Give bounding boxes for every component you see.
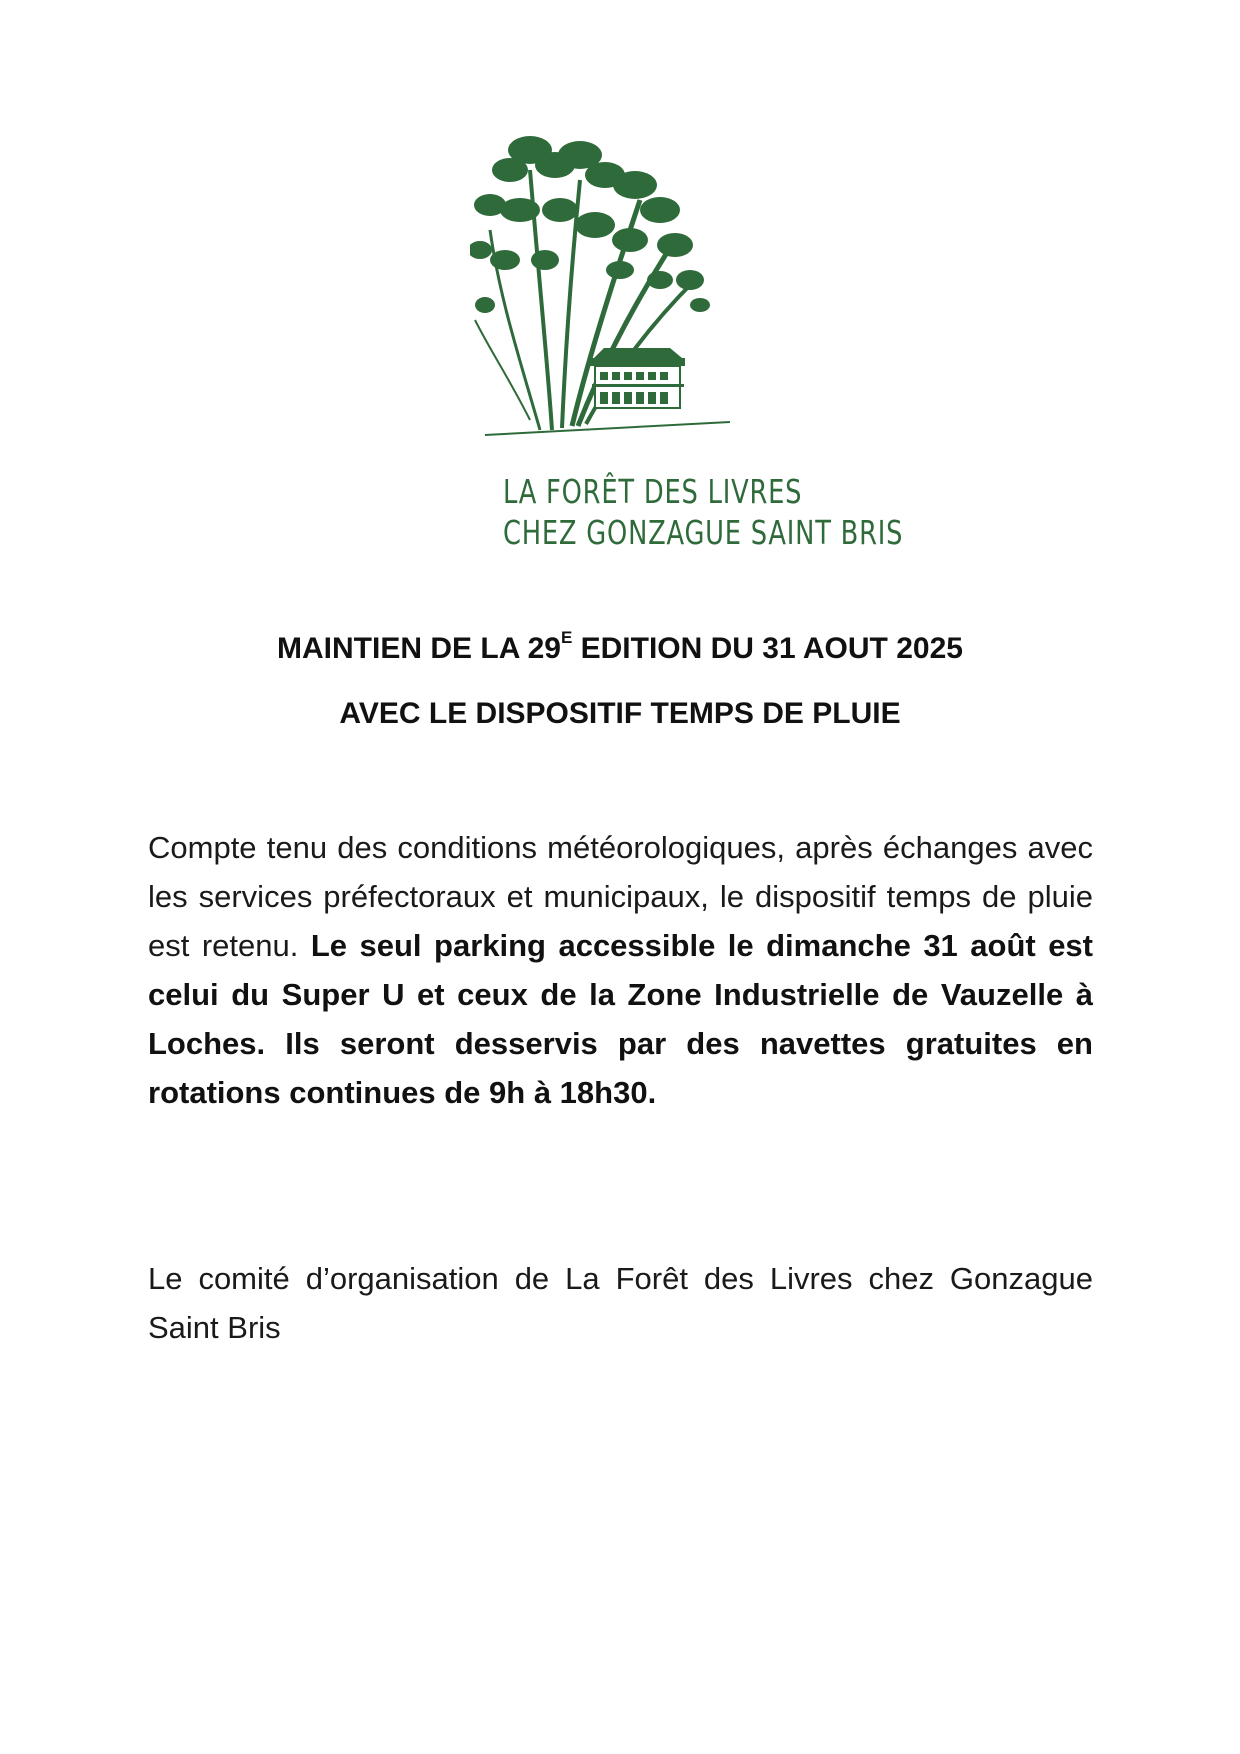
headline-line-1-start: MAINTIEN DE LA 29	[277, 632, 561, 665]
headline-line-1-end: EDITION DU 31 AOUT 2025	[572, 632, 963, 665]
edition-ordinal-superscript: E	[560, 628, 573, 647]
headline-line-2: AVEC LE DISPOSITIF TEMPS DE PLUIE	[339, 697, 901, 730]
announcement-paragraph	[148, 823, 1093, 1117]
headline-line-1	[0, 628, 1240, 666]
logo-text-line-1: LA FORÊT DES LIVRES	[503, 472, 803, 511]
logo-text-line-2: CHEZ GONZAGUE SAINT BRIS	[503, 513, 904, 552]
announcement-intro: Compte tenu des conditions météorologiques, après échanges avec les services préfectoraux et municipaux, le dispositif temps de pluie est retenu.	[148, 830, 1093, 963]
parking-information: Le seul parking accessible le dimanche 31 août est celui du Super U et ceux de la Zone Industrielle de Vauzelle à Loches. Ils seront desservis par des navettes gratuites en rotations continues de 9h à 18h30.	[148, 928, 1093, 1110]
signature-paragraph: Le comité d’organisation de La Forêt des Livres chez Gonzague Saint Bris	[148, 1261, 1093, 1345]
forest-of-books-logo	[470, 130, 904, 560]
